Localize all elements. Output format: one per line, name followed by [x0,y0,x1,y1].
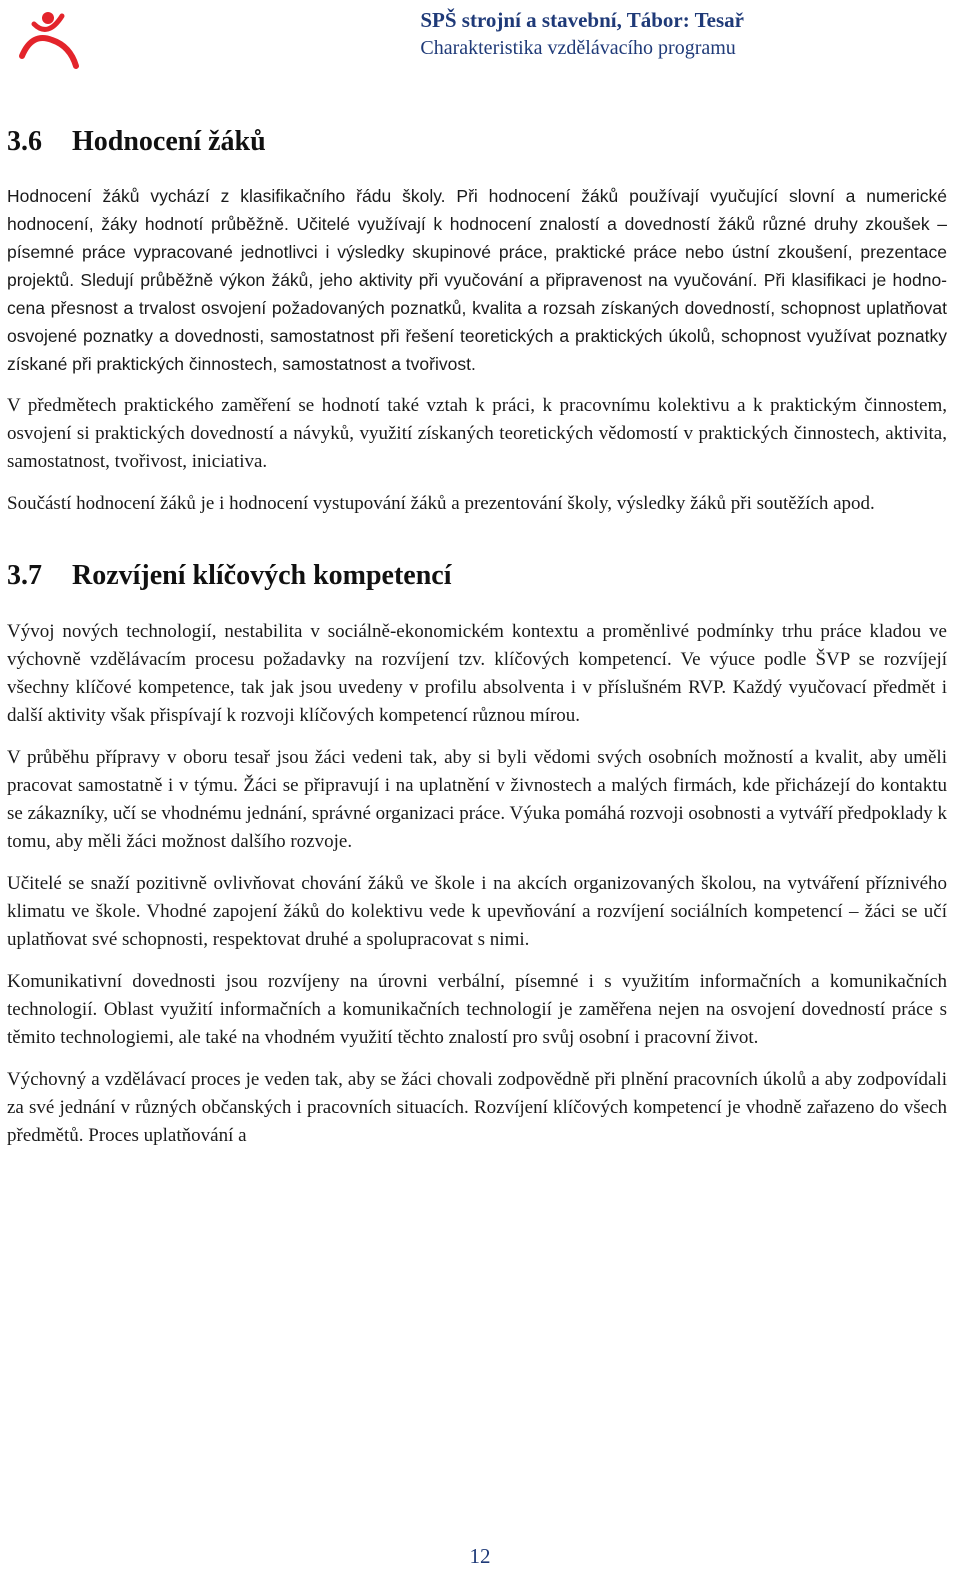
header-text [420,6,744,62]
page-header [0,0,960,82]
paragraph: Součástí hodnocení žáků je i hodnocení vystupování žáků a prezentování školy, výsledky žáků při soutěžích apod. [7,493,875,514]
section-number: 3.7 [7,560,42,591]
header-title: SPŠ strojní a stavební, Tábor: Tesař [420,8,744,32]
school-logo-icon [12,6,82,76]
section-title: Rozvíjení klíčových kompetencí [72,560,452,591]
paragraph: V předmětech praktického zaměření se hodnotí také vztah k práci, k pracovnímu kolektivu a k praktickým činnostem, osvojení si praktických dovedností a návyků, využití získaných teoretických vědomostí v praktických činnostech, aktivita, samostatnost, tvořivost, iniciativa. [7,395,947,472]
section-title: Hodnocení žáků [72,126,266,157]
paragraph: Učitelé se snaží pozitivně ovlivňovat chování žáků ve škole i na akcích organizovaných školou, na vytváření příznivého klimatu ve škole. Vhodné zapojení žáků do kolektivu vede k upevňování a rozvíjení sociálních kompetencí – žáci se učí uplatňovat své schopnosti, respektovat druhé a spolupracovat s nimi. [7,873,947,950]
paragraph: Výchovný a vzdělávací proces je veden tak, aby se žáci chovali zodpovědně při plnění pracovních úkolů a aby zodpovídali za své jednání v různých občanských i pracovních situacích. Rozvíjení klíčových kompetencí je vhodně zařazeno do všech předmětů. Proces uplatňování a [7,1069,947,1146]
page-number: 12 [469,1544,491,1568]
paragraph: Vývoj nových technologií, nestabilita v sociálně-ekonomickém kontextu a proměnlivé podmínky trhu práce kladou ve výchovně vzdělávacím procesu požadavky na rozvíjení tzv. klíčových kompetencí. Ve výuce podle ŠVP se rozvíjejí všechny klíčové kompetence, tak jak jsou uvedeny v profilu absolventa i v příslušném RVP. Každý vyučovací předmět i další aktivity však přispívají k rozvoji klíčových kompetencí různou mírou. [7,621,947,726]
paragraph: V průběhu přípravy v oboru tesař jsou žáci vedeni tak, aby si byli vědomi svých osobních možností a kvalit, aby uměli pracovat samostatně i v týmu. Žáci se připravují i na uplatnění v živnostech a malých firmách, kde přicházejí do kontaktu se zákazníky, učí se vhodnému jednání, správné organizaci práce. Výuka pomáhá rozvoji osobnosti a vytváří předpoklady k tomu, aby měli žáci možnost dalšího rozvoje. [7,747,947,852]
section-heading-hodnoceni [7,124,947,160]
section-heading-kompetence [7,558,947,594]
section-number: 3.6 [7,126,42,157]
paragraph: Hodnocení žáků vychází z klasifikačního řádu školy. Při hodnocení žáků používají vyučující slovní a numerické hodnocení, žáky hodnotí průběžně. Učitelé využívají k hodnocení znalostí a dovedností žáků různé druhy zkoušek – písemné práce vypracované jednotlivci i výsledky skupinové práce, praktické práce nebo ústní zkoušení, prezentace projektů. Sledují průběžně výkon žáků, jeho aktivity při vyučování a připravenost na vyučování. Při klasifikaci je hodnocena přesnost a trvalost osvojení požadovaných poznatků, kvalita a rozsah získaných dovedností, schopnost uplatňovat osvojené poznatky a dovednosti, samostatnost při řešení teoretických a praktických úkolů, schopnost využívat poznatky získané při praktických činnostech, samostatnost a tvořivost. [7,186,947,374]
paragraph: Komunikativní dovednosti jsou rozvíjeny na úrovni verbální, písemné i s využitím informačních a komunikačních technologií. Oblast využití informačních a komunikačních technologií je zaměřena nejen na osvojení dovedností práce s těmito technologiemi, ale také na vhodném využití těchto znalostí pro svůj osobní i pracovní život. [7,971,947,1048]
header-subtitle: Charakteristika vzdělávacího programu [420,37,736,59]
page-content [7,100,947,1164]
